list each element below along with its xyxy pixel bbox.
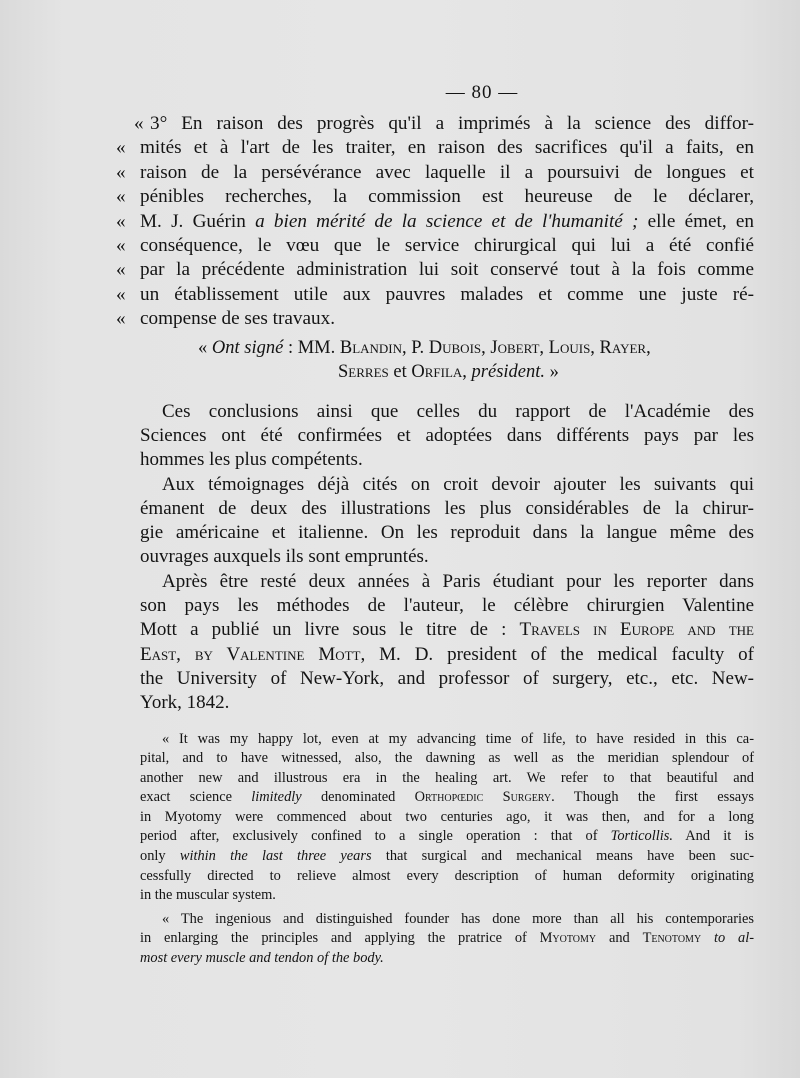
signature-line-1: « Ont signé : MM. Blandin, P. Dubois, Jobert, Louis, Rayer, [198,337,651,358]
quote-line: « compense de ses travaux. [140,307,754,331]
english-citation: « It was my happy lot, even at my advancing time of life, to have resided in this ca- pital, and to have witnessed, also, the dawning as well as the meridian splendour of another new and illustrous era in the healing art. We refer to that beautiful and exact science limitedly denominated Orthopœdic Surgery. Though the first essays in Myotomy were commenced about two centuries ago, it was then, and for a long period after, exclusively confined to a single operation : that of Torticollis. And it is only within the last three years that surgical and mechanical means have been suc- cessfully directed to relieve almost every description of human deformity originating in the muscular system. « The ingenious and distinguished founder has done more than all his contemporaries in enlarging the principles and applying the pratrice of Myotomy and Tenotomy to al- most every muscle and tendon of the body. [140,730,754,967]
commission-quote [116,112,754,332]
quote-mark: « [116,283,126,305]
paragraph-conclusions: Ces conclusions ainsi que celles du rapport de l'Académie des Sciences ont été confirmées et adoptées dans différents pays par les hommes les plus compétents. [140,400,754,471]
quote-line: « conséquence, le vœu que le service chirurgical qui lui a été confié [140,234,754,258]
quote-line: « mités et à l'art de les traiter, en raison des sacrifices qu'il a faits, en [140,136,754,160]
quote-mark: « [134,113,144,134]
quote-mark: « [116,186,126,208]
quote-mark: « [116,259,126,281]
president-label: président. [466,361,546,382]
quote-mark: « [116,308,126,330]
quote-line: « pénibles recherches, la commission est heureuse de le déclarer, [140,185,754,209]
quote-line: « 3° En raison des progrès qu'il a imprimés à la science des diffor- [140,112,754,136]
quote-line: « un établissement utile aux pauvres malades et comme une juste ré- [140,283,754,307]
quote-line: « M. J. Guérin a bien mérité de la science et de l'humanité ; elle émet, en [140,210,754,234]
book-title: Travels in Europe and the [519,619,754,641]
signature-block [140,336,754,384]
signed-label: Ont signé [211,337,284,358]
quote-mark: « [116,210,126,232]
paragraph-mott: Après être resté deux années à Paris étudiant pour les reporter dans son pays les méthodes de l'auteur, le célèbre chirurgien Valentine Mott a publié un livre sous le titre de : Travels in Europe and the East, by Valentine Mott, M. D. president of the medical faculty of the University of New-York, and professor of surgery, etc., etc. New- York, 1842. [140,570,755,714]
italic-phrase: a bien mérité de la science et de l'humanité ; [255,210,639,232]
quote-line: « raison de la persévérance avec laquelle il a poursuivi de longues et [140,161,754,185]
body-text [140,400,754,716]
paragraph-testimonies: Aux témoignages déjà cités on croit devoir ajouter les suivants qui émanent de deux des illustrations les plus considérables de la chirur- gie américaine et italienne. On les reproduit dans la langue même des ouvrages auxquels ils sont empruntés. [140,473,754,568]
signature-line-2: Serres et Orfila, président. » [338,361,559,382]
page-number: — 80 — [445,82,519,103]
quote-line: « par la précédente administration lui soit conservé tout à la fois comme [140,258,754,282]
quote-mark: « [116,137,126,159]
page-content [116,82,755,969]
signatory-names: Blandin, P. Dubois, Jobert, Louis, Rayer, [339,337,651,358]
quote-mark: « [116,161,126,183]
book-title-cont: East, by Valentine Mott, [140,643,366,665]
quote-mark: « [116,235,126,257]
